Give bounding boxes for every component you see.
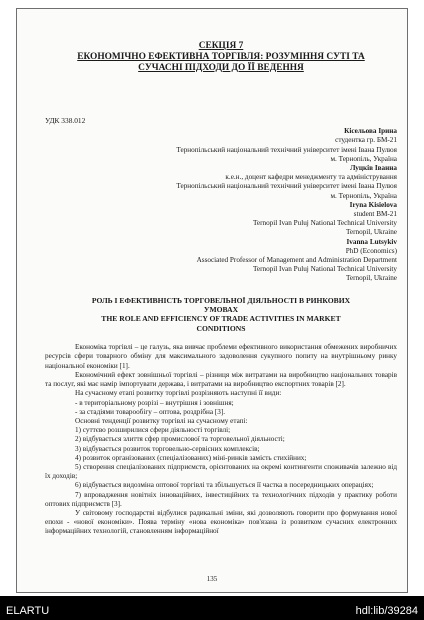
trade-type-1: - в територіальному розрізі – внутрішня і зовнішня; <box>75 398 234 407</box>
trend-item-3: 3) відбувається розвиток торговельно-сервісних комплексів; <box>75 444 260 453</box>
author-line: Ternopil, Ukraine <box>346 274 397 283</box>
author-line: м. Тернопіль, Україна <box>330 191 397 200</box>
author-line: Iryna Kisielova <box>349 200 397 209</box>
paragraph-5: У світовому господарстві відбулися радикальні зміни, які дозволяють говорити про формування нової епохи - «нової економіки». Поява терміну «нова економіка» пов'язана із розвитком сучасних електронних інформаційних технологій, становленням інформаційної <box>45 508 397 536</box>
trend-item-2: 2) відбувається злиття сфер промислової та торговельної діяльності; <box>75 435 285 444</box>
paragraph-2: Економічний ефект зовнішньої торгівлі – різниця між витратами на виробництво національних товарів та послуг, які має намір імпортувати держава, і витратами на виробництво експортних товарів [2]. <box>45 370 397 389</box>
trade-type-2: - за стадіями товарообігу – оптова, роздрібна [3]. <box>75 407 226 416</box>
author-line: Тернопільський національний технічний університет імені Івана Пулюя <box>176 145 397 154</box>
author-line: студентка гр. БМ-21 <box>335 136 397 145</box>
trend-item-5: 5) створення спеціалізованих підприємств, орієнтованих на окремі контингенти споживачів залежно від їх доходів; <box>45 462 397 481</box>
paragraph-4: Основні тенденції розвитку торгівлі на сучасному етапі: <box>75 416 248 425</box>
author-block <box>45 127 397 283</box>
trend-item-6: 6) відбувається видозміна оптової торгівлі та збільшується її частка в посередницьких операціях; <box>75 481 374 490</box>
section-title-line-2: СУЧАСНІ ПІДХОДИ ДО ЇЇ ВЕДЕННЯ <box>138 63 304 73</box>
page-content <box>45 41 397 537</box>
author-line: PhD (Economics) <box>345 246 397 255</box>
page-number: 135 <box>206 575 218 583</box>
repository-label: ELARTU <box>6 605 50 617</box>
author-line: Associated Professor of Management and Administration Department <box>196 256 397 265</box>
author-line: Ternopil Ivan Puluj National Technical University <box>253 265 397 274</box>
paragraph-1: Економіка торгівлі – це галузь, яка вивчає проблеми ефективного використання обмежених виробничих ресурсів сфери товарного обміну для максимального задоволення сукупного попиту на внутрішньому ринку національної економіки [1]. <box>45 343 397 370</box>
viewer-footer-bar <box>0 596 424 620</box>
author-line: Тернопільський національний технічний університет імені Івана Пулюя <box>176 182 397 191</box>
trend-item-1: 1) суттєво розширилися сфери діяльності торгівлі; <box>75 426 231 435</box>
article-title <box>45 296 397 334</box>
author-line: Ternopil, Ukraine <box>346 228 397 237</box>
trend-item-7: 7) впровадження новітніх інноваційних, інвестиційних та технологічних підходів у практику роботи оптових підприємств [3]. <box>45 490 397 508</box>
title-en-line-2: CONDITIONS <box>196 323 246 333</box>
title-en-line-1: THE ROLE AND EFFICIENCY OF TRADE ACTIVITIES IN MARKET <box>101 314 341 324</box>
author-line: к.е.н., доцент кафедри менеджменту та адміністрування <box>225 173 397 182</box>
title-ua-line-1: РОЛЬ І ЕФЕКТИВНІСТЬ ТОРГОВЕЛЬНОЇ ДІЯЛЬНОСТІ В РИНКОВИХ <box>91 295 351 305</box>
paragraph-3: На сучасному етапі розвитку торгівлі розрізняють наступні її види: <box>75 389 282 398</box>
author-line: Ternopil Ivan Puluj National Technical University <box>253 219 397 228</box>
section-title-line-1: ЕКОНОМІЧНО ЕФЕКТИВНА ТОРГІВЛЯ: РОЗУМІННЯ СУТІ ТА <box>77 52 365 62</box>
author-line: м. Тернопіль, Україна <box>330 154 397 163</box>
udk-code: УДК 338.012 <box>45 116 86 125</box>
author-line: student BM-21 <box>353 210 397 219</box>
document-page <box>16 8 408 593</box>
article-body <box>45 343 397 536</box>
section-heading: СЕКЦІЯ 7 <box>198 41 244 51</box>
author-line: Луцків Іванна <box>350 164 397 173</box>
author-line: Кісельова Ірина <box>344 127 397 136</box>
trend-item-4: 4) розвиток організованих (спеціалізованих) міні-ринків замість стихійних; <box>75 453 307 462</box>
handle-label: hdl:lib/39284 <box>355 605 418 617</box>
author-line: Ivanna Lutsykiv <box>346 237 397 246</box>
title-ua-line-2: УМОВАХ <box>203 305 239 315</box>
